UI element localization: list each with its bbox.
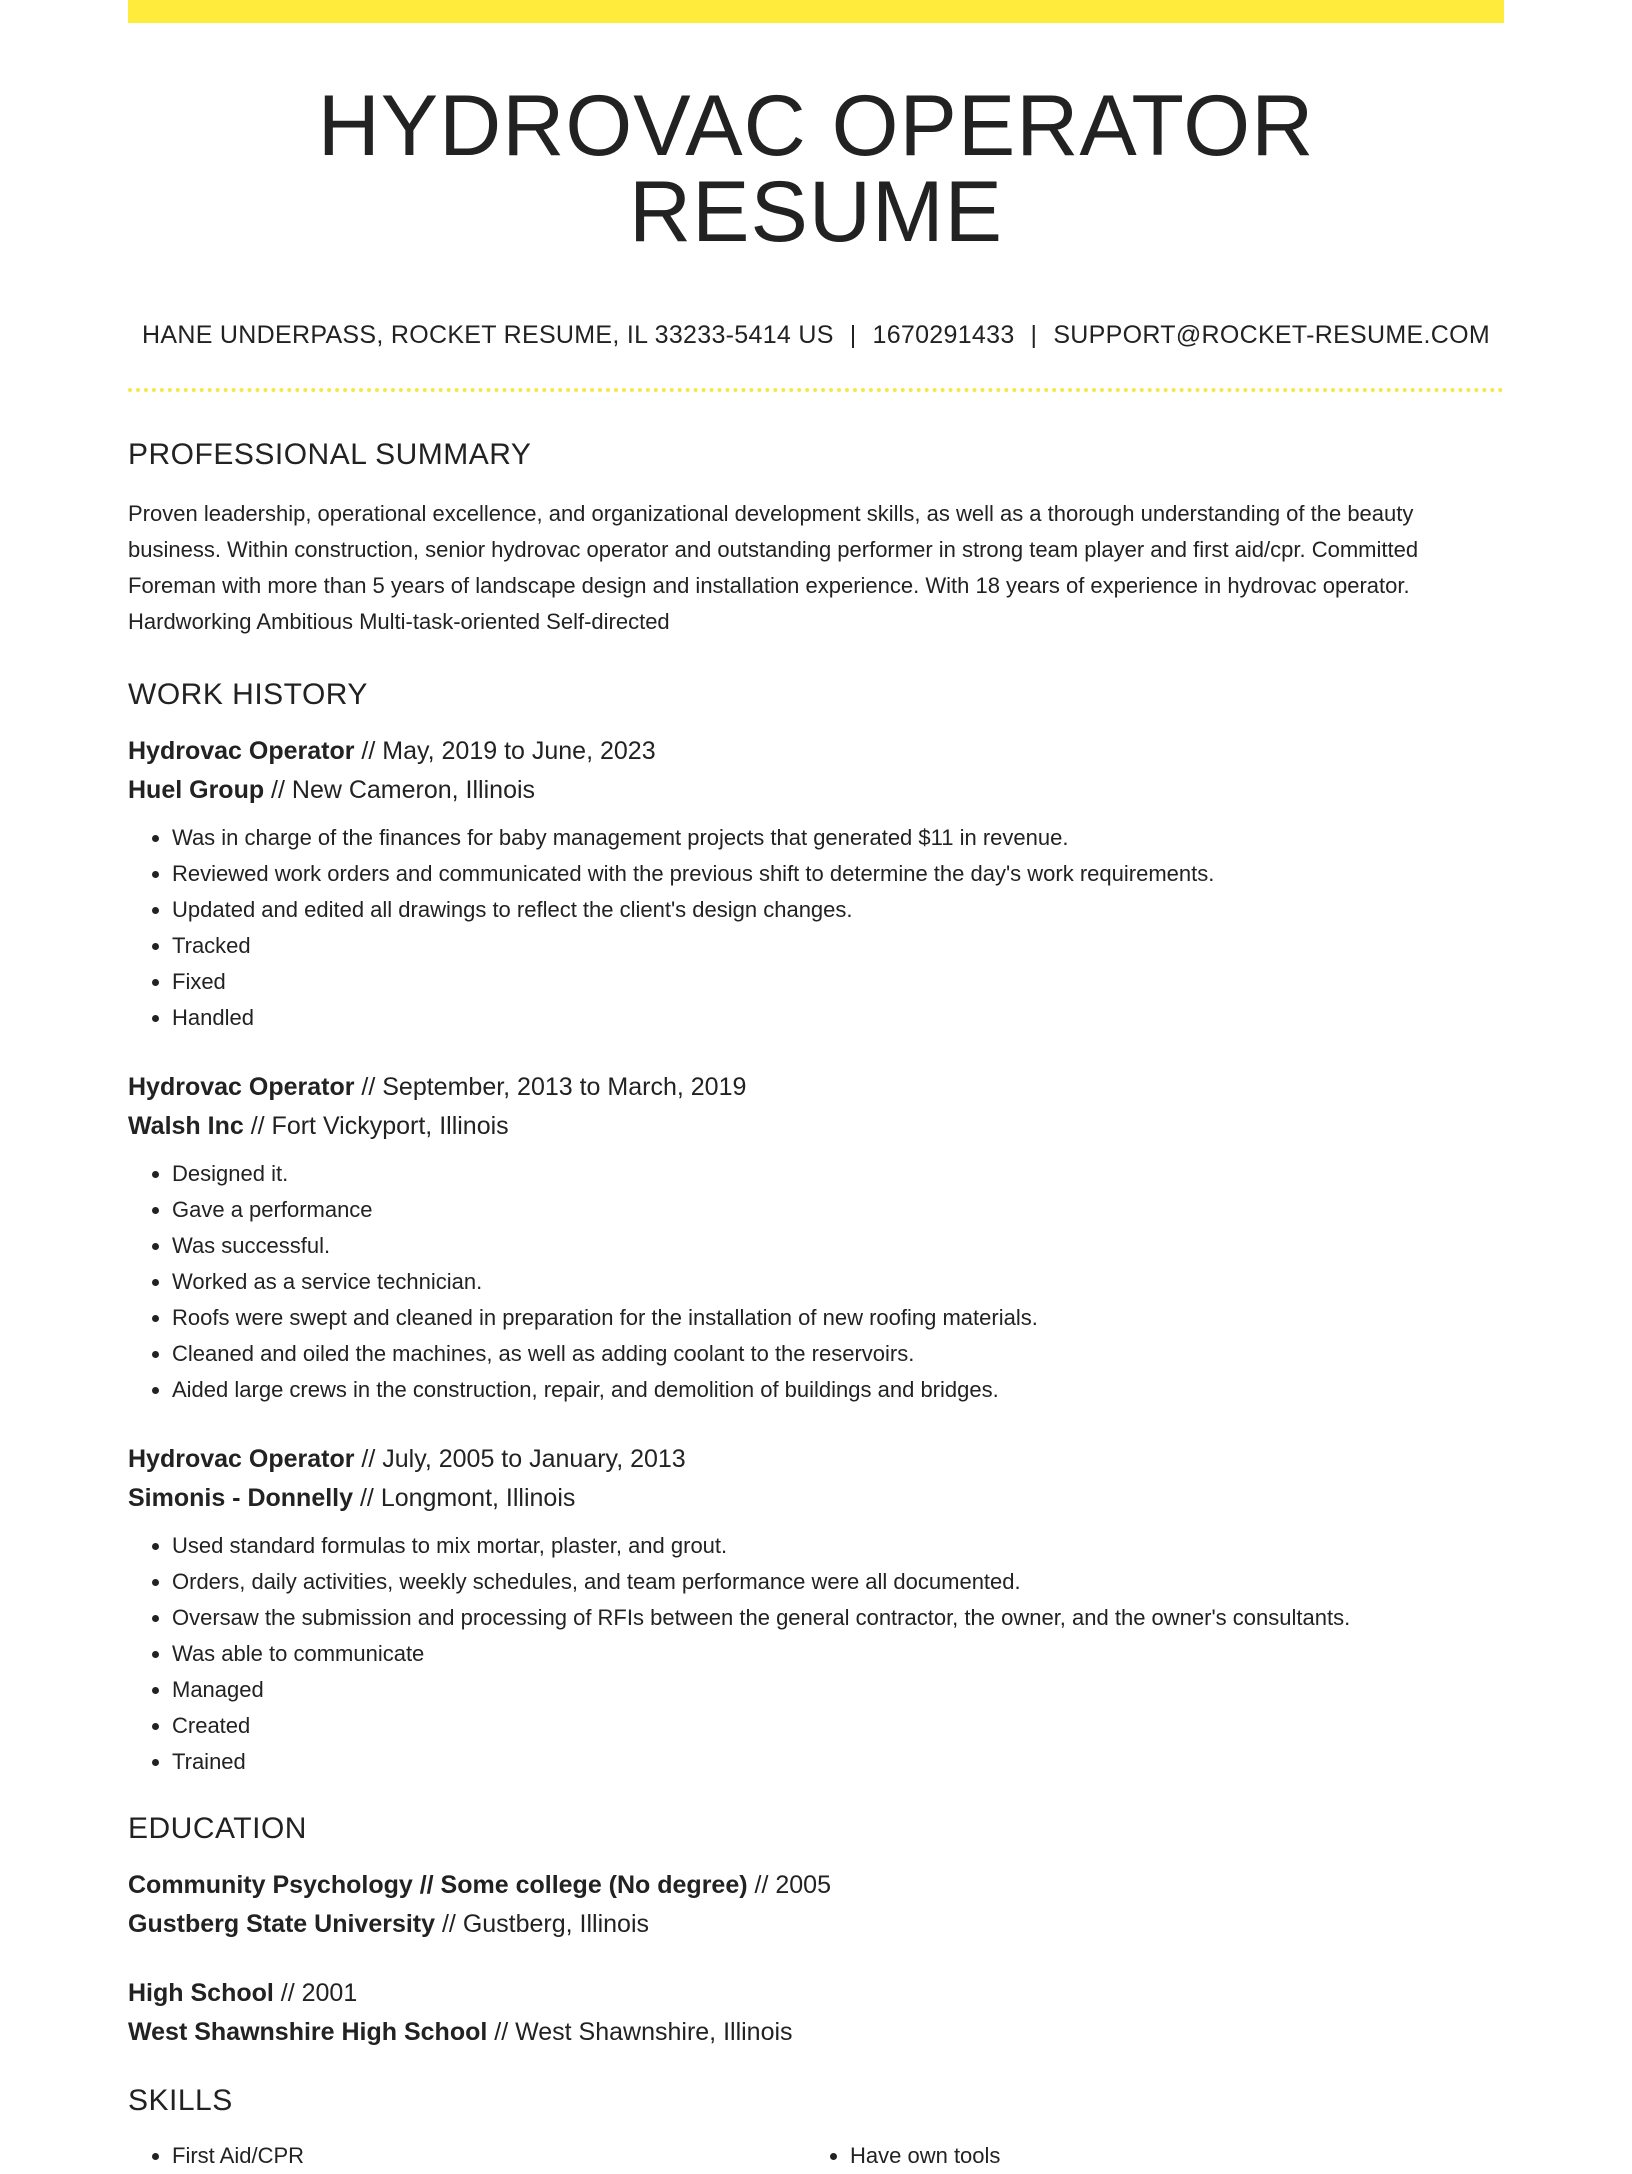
skills-columns <box>128 2138 1504 2174</box>
education-degree-line <box>128 1866 1504 1905</box>
list-item: • Designed it. <box>172 1156 1504 1192</box>
list-item: • Was able to communicate <box>172 1636 1504 1672</box>
job-title-line <box>128 1068 1504 1107</box>
accent-bar <box>128 0 1504 23</box>
list-item: • Updated and edited all drawings to reflect the client's design changes. <box>172 892 1504 928</box>
education-year: // 2001 <box>273 1979 358 2007</box>
list-item: • Have own tools <box>850 2138 1484 2174</box>
job-title: Hydrovac Operator <box>128 737 355 765</box>
summary-heading: PROFESSIONAL SUMMARY <box>128 438 532 471</box>
list-item: • Gave a performance <box>172 1192 1504 1228</box>
list-item: • Fixed <box>172 964 1504 1000</box>
list-item: • Reviewed work orders and communicated with the previous shift to determine the day's work requirements. <box>172 856 1504 892</box>
job-company-line <box>128 1479 1504 1518</box>
list-item: • Roofs were swept and cleaned in preparation for the installation of new roofing materials. <box>172 1300 1504 1336</box>
list-item: • Was successful. <box>172 1228 1504 1264</box>
summary-text: Proven leadership, operational excellence, and organizational development skills, as well as a thorough understanding of the beauty business. Within construction, senior hydrovac operator and outstanding performer in strong team player and first aid/cpr. Committed Foreman with more than 5 years of landscape design and installation experience. With 18 years of experience in hydrovac operator. Hardworking Ambitious Multi-task-oriented Self-directed <box>128 501 1419 634</box>
education-degree: Community Psychology // Some college (No degree) <box>128 1871 748 1899</box>
education-school: Gustberg State University <box>128 1910 436 1938</box>
job-dates: // September, 2013 to March, 2019 <box>354 1073 747 1101</box>
job-location: // New Cameron, Illinois <box>264 776 536 804</box>
list-item: • Handled <box>172 1000 1504 1036</box>
job-company: Walsh Inc <box>128 1112 244 1140</box>
contact-separator: | <box>1030 321 1038 349</box>
job-location: // Fort Vickyport, Illinois <box>243 1112 509 1140</box>
list-item: • Orders, daily activities, weekly schedules, and team performance were all documented. <box>172 1564 1504 1600</box>
contact-line <box>128 323 1504 348</box>
page-title: HYDROVAC OPERATOR RESUME <box>317 78 1315 260</box>
skills-list-right <box>806 2138 1484 2174</box>
job-bullets <box>128 1156 1504 1408</box>
list-item: • Trained <box>172 1744 1504 1780</box>
job-dates: // July, 2005 to January, 2013 <box>354 1445 686 1473</box>
education-school-line <box>128 1905 1504 1944</box>
list-item: • Used standard formulas to mix mortar, plaster, and grout. <box>172 1528 1504 1564</box>
list-item: • Managed <box>172 1672 1504 1708</box>
skills-heading: SKILLS <box>128 2084 233 2117</box>
resume-page <box>128 0 1504 2174</box>
job-entry <box>128 1440 1504 1780</box>
dotted-divider <box>128 388 1504 392</box>
list-item: • Cleaned and oiled the machines, as well as adding coolant to the reservoirs. <box>172 1336 1504 1372</box>
job-entry <box>128 1068 1504 1408</box>
job-company: Huel Group <box>128 776 265 804</box>
job-bullets <box>128 820 1504 1036</box>
contact-phone: 1670291433 <box>872 321 1015 349</box>
job-title: Hydrovac Operator <box>128 1445 355 1473</box>
contact-separator: | <box>849 321 857 349</box>
education-school: West Shawnshire High School <box>128 2018 488 2046</box>
education-year: // 2005 <box>747 1871 831 1899</box>
job-entry <box>128 732 1504 1036</box>
education-heading: EDUCATION <box>128 1812 307 1845</box>
education-location: // Gustberg, Illinois <box>435 1910 650 1938</box>
list-item: • Was in charge of the finances for baby management projects that generated $11 in revenue. <box>172 820 1504 856</box>
job-company-line <box>128 771 1504 810</box>
job-location: // Longmont, Illinois <box>353 1484 576 1512</box>
job-title-line <box>128 732 1504 771</box>
job-company-line <box>128 1107 1504 1146</box>
job-company: Simonis - Donnelly <box>128 1484 354 1512</box>
list-item: • Tracked <box>172 928 1504 964</box>
education-location: // West Shawnshire, Illinois <box>487 2018 793 2046</box>
education-entry <box>128 1974 1504 2052</box>
education-degree: High School <box>128 1979 274 2007</box>
education-degree-line <box>128 1974 1504 2013</box>
job-title: Hydrovac Operator <box>128 1073 355 1101</box>
work-history-heading: WORK HISTORY <box>128 678 368 711</box>
contact-email[interactable]: SUPPORT@ROCKET-RESUME.COM <box>1053 321 1490 349</box>
job-dates: // May, 2019 to June, 2023 <box>354 737 656 765</box>
job-bullets <box>128 1528 1504 1780</box>
skills-list-left <box>128 2138 806 2174</box>
list-item: • Worked as a service technician. <box>172 1264 1504 1300</box>
list-item: • Created <box>172 1708 1504 1744</box>
contact-address: HANE UNDERPASS, ROCKET RESUME, IL 33233-5414 US <box>142 321 834 349</box>
list-item: • Aided large crews in the construction, repair, and demolition of buildings and bridges. <box>172 1372 1504 1408</box>
list-item: • First Aid/CPR <box>172 2138 806 2174</box>
job-title-line <box>128 1440 1504 1479</box>
education-school-line <box>128 2013 1504 2052</box>
list-item: • Oversaw the submission and processing of RFIs between the general contractor, the owner, and the owner's consultants. <box>172 1600 1504 1636</box>
education-entry <box>128 1866 1504 1944</box>
